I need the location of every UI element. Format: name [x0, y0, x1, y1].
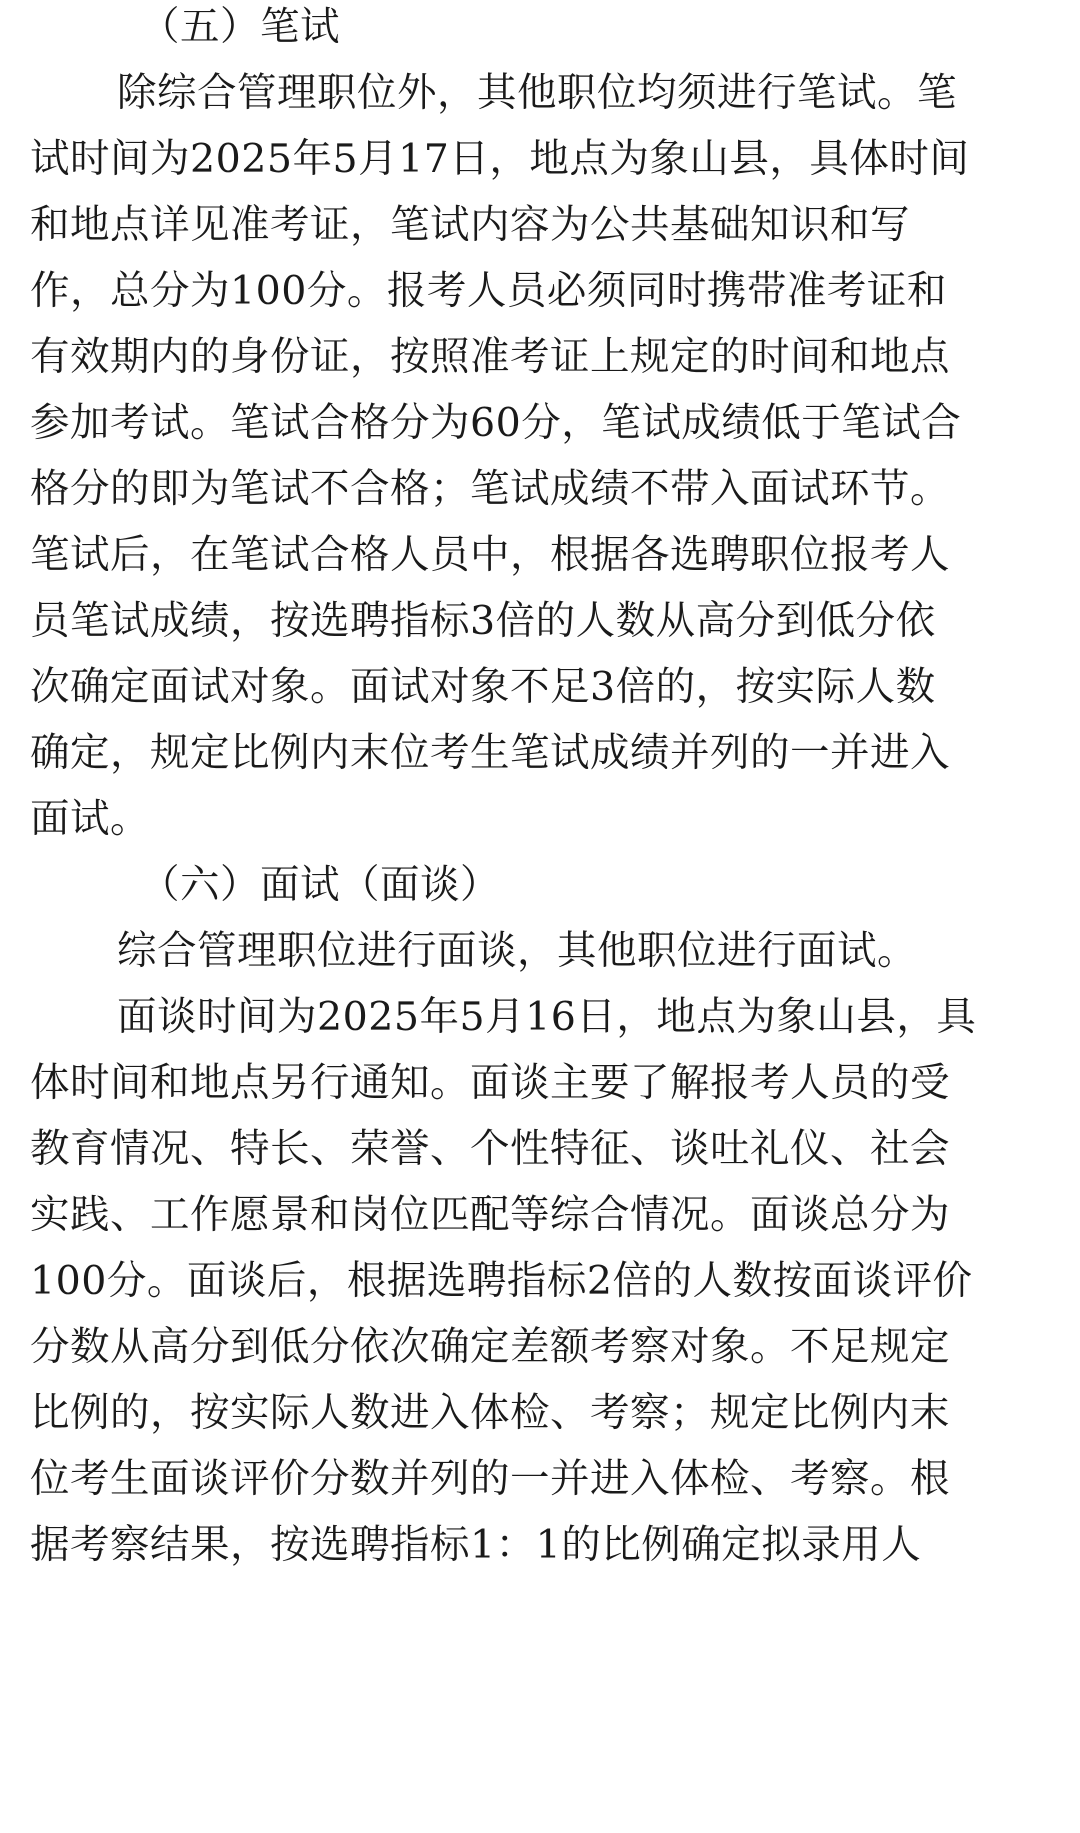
section-heading-interview: （六）面试（面谈）	[140, 862, 500, 908]
paragraph-line: 次确定面试对象。面试对象不足3倍的，按实际人数	[30, 664, 936, 710]
paragraph-line: 面试。	[30, 796, 150, 842]
paragraph-line: 员笔试成绩，按选聘指标3倍的人数从高分到低分依	[30, 598, 936, 644]
paragraph-line: 100分。面谈后，根据选聘指标2倍的人数按面谈评价	[30, 1258, 973, 1304]
paragraph-line: 实践、工作愿景和岗位匹配等综合情况。面谈总分为	[30, 1192, 950, 1238]
paragraph-line: 位考生面谈评价分数并列的一并进入体检、考察。根	[30, 1456, 950, 1502]
paragraph-line: 确定，规定比例内末位考生笔试成绩并列的一并进入	[30, 730, 950, 776]
section-heading-written-exam: （五）笔试	[140, 4, 340, 50]
paragraph-line: 格分的即为笔试不合格；笔试成绩不带入面试环节。	[30, 466, 950, 512]
paragraph-line: 体时间和地点另行通知。面谈主要了解报考人员的受	[30, 1060, 950, 1106]
paragraph-line: 综合管理职位进行面谈，其他职位进行面试。	[117, 928, 917, 974]
paragraph-line: 比例的，按实际人数进入体检、考察；规定比例内末	[30, 1390, 950, 1436]
paragraph-line: 教育情况、特长、荣誉、个性特征、谈吐礼仪、社会	[30, 1126, 950, 1172]
paragraph-line: 作，总分为100分。报考人员必须同时携带准考证和	[30, 268, 947, 314]
paragraph-line: 有效期内的身份证，按照准考证上规定的时间和地点	[30, 334, 950, 380]
paragraph-line: 面谈时间为2025年5月16日，地点为象山县，具	[117, 994, 977, 1040]
paragraph-line: 参加考试。笔试合格分为60分，笔试成绩低于笔试合	[30, 400, 962, 446]
paragraph-line: 试时间为2025年5月17日，地点为象山县，具体时间	[30, 136, 970, 182]
paragraph-line: 和地点详见准考证，笔试内容为公共基础知识和写	[30, 202, 910, 248]
paragraph-line: 笔试后，在笔试合格人员中，根据各选聘职位报考人	[30, 532, 950, 578]
paragraph-line: 据考察结果，按选聘指标1：1的比例确定拟录用人	[30, 1522, 922, 1568]
paragraph-line: 分数从高分到低分依次确定差额考察对象。不足规定	[30, 1324, 950, 1370]
paragraph-line: 除综合管理职位外，其他职位均须进行笔试。笔	[117, 70, 957, 116]
